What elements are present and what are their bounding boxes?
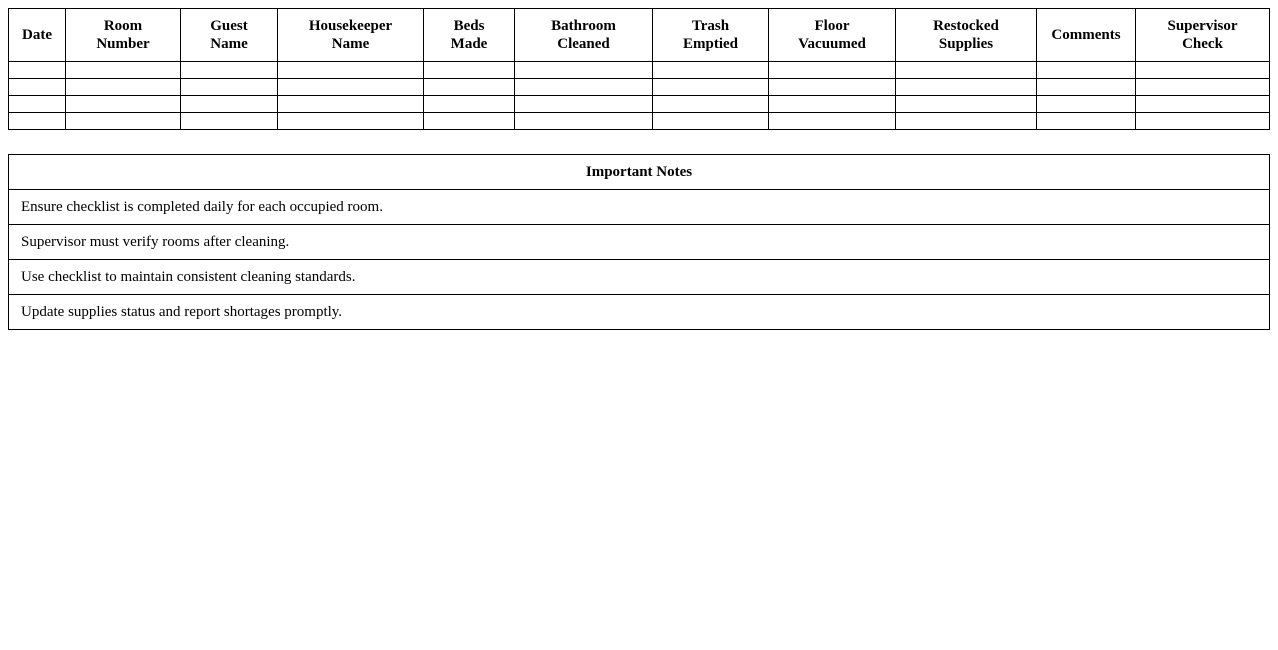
cell-bathroom-cleaned[interactable] (515, 79, 653, 96)
cell-housekeeper-name[interactable] (278, 62, 424, 79)
header-housekeeper-name-line2: Name (331, 36, 370, 52)
cell-comments[interactable] (1037, 96, 1136, 113)
cell-beds-made[interactable] (424, 96, 515, 113)
cell-trash-emptied[interactable] (653, 113, 769, 130)
note-item: Supervisor must verify rooms after cleaning. (9, 225, 1270, 260)
cell-room-number[interactable] (66, 113, 181, 130)
header-housekeeper-name-line1: Housekeeper (308, 18, 393, 34)
header-floor-vacuumed-line2: Vacuumed (798, 36, 866, 52)
cell-comments[interactable] (1037, 62, 1136, 79)
cell-floor-vacuumed[interactable] (769, 79, 896, 96)
cell-trash-emptied[interactable] (653, 62, 769, 79)
cell-supervisor-check[interactable] (1136, 113, 1270, 130)
header-beds-made-line2: Made (450, 36, 488, 52)
header-supervisor-check (1136, 9, 1270, 62)
header-floor-vacuumed (769, 9, 896, 62)
cell-comments[interactable] (1037, 113, 1136, 130)
cell-supervisor-check[interactable] (1136, 79, 1270, 96)
header-trash-emptied-line2: Emptied (682, 36, 738, 52)
note-row (9, 260, 1270, 295)
header-room-number-line2: Number (96, 36, 150, 52)
cell-restocked-supplies[interactable] (896, 113, 1037, 130)
note-row (9, 225, 1270, 260)
cell-trash-emptied[interactable] (653, 96, 769, 113)
header-guest-name-line2: Name (210, 36, 248, 52)
cell-floor-vacuumed[interactable] (769, 96, 896, 113)
header-housekeeper-name (278, 9, 424, 62)
header-room-number (66, 9, 181, 62)
housekeeping-checklist-table (8, 8, 1270, 130)
note-item: Use checklist to maintain consistent cleaning standards. (9, 260, 1270, 295)
checklist-body (9, 62, 1270, 130)
document (8, 8, 1270, 330)
header-bathroom-cleaned-line2: Cleaned (557, 36, 610, 52)
notes-header-row (9, 155, 1270, 190)
header-trash-emptied-line1: Trash (691, 18, 730, 34)
header-date-label: Date (22, 27, 52, 43)
cell-beds-made[interactable] (424, 62, 515, 79)
cell-floor-vacuumed[interactable] (769, 113, 896, 130)
header-guest-name (181, 9, 278, 62)
header-room-number-line1: Room (103, 18, 143, 34)
cell-room-number[interactable] (66, 96, 181, 113)
cell-housekeeper-name[interactable] (278, 79, 424, 96)
cell-bathroom-cleaned[interactable] (515, 113, 653, 130)
note-row (9, 190, 1270, 225)
note-item: Ensure checklist is completed daily for each occupied room. (9, 190, 1270, 225)
note-row (9, 295, 1270, 330)
cell-date[interactable] (9, 113, 66, 130)
cell-guest-name[interactable] (181, 96, 278, 113)
header-comments (1037, 9, 1136, 62)
cell-room-number[interactable] (66, 62, 181, 79)
notes-title: Important Notes (9, 155, 1270, 190)
note-item: Update supplies status and report shortages promptly. (9, 295, 1270, 330)
cell-bathroom-cleaned[interactable] (515, 96, 653, 113)
cell-guest-name[interactable] (181, 113, 278, 130)
header-beds-made-line1: Beds (453, 18, 485, 34)
cell-comments[interactable] (1037, 79, 1136, 96)
cell-room-number[interactable] (66, 79, 181, 96)
table-row (9, 96, 1270, 113)
header-supervisor-check-line2: Check (1182, 36, 1223, 52)
header-bathroom-cleaned (515, 9, 653, 62)
cell-floor-vacuumed[interactable] (769, 62, 896, 79)
cell-beds-made[interactable] (424, 113, 515, 130)
header-floor-vacuumed-line1: Floor (814, 18, 850, 34)
cell-supervisor-check[interactable] (1136, 62, 1270, 79)
table-row (9, 62, 1270, 79)
cell-housekeeper-name[interactable] (278, 113, 424, 130)
cell-restocked-supplies[interactable] (896, 79, 1037, 96)
header-date (9, 9, 66, 62)
header-restocked-supplies-line1: Restocked (933, 18, 999, 34)
table-row (9, 113, 1270, 130)
cell-supervisor-check[interactable] (1136, 96, 1270, 113)
cell-housekeeper-name[interactable] (278, 96, 424, 113)
cell-guest-name[interactable] (181, 79, 278, 96)
cell-guest-name[interactable] (181, 62, 278, 79)
header-comments-label: Comments (1051, 27, 1121, 43)
header-supervisor-check-line1: Supervisor (1167, 18, 1238, 34)
header-beds-made (424, 9, 515, 62)
cell-restocked-supplies[interactable] (896, 62, 1037, 79)
cell-restocked-supplies[interactable] (896, 96, 1037, 113)
cell-date[interactable] (9, 96, 66, 113)
checklist-header-row (9, 9, 1270, 62)
cell-trash-emptied[interactable] (653, 79, 769, 96)
header-restocked-supplies (896, 9, 1037, 62)
important-notes-table (8, 154, 1270, 330)
table-row (9, 79, 1270, 96)
header-guest-name-line1: Guest (210, 18, 248, 34)
cell-date[interactable] (9, 62, 66, 79)
header-bathroom-cleaned-line1: Bathroom (551, 18, 616, 34)
cell-date[interactable] (9, 79, 66, 96)
header-restocked-supplies-line2: Supplies (938, 36, 994, 52)
cell-beds-made[interactable] (424, 79, 515, 96)
cell-bathroom-cleaned[interactable] (515, 62, 653, 79)
header-trash-emptied (653, 9, 769, 62)
